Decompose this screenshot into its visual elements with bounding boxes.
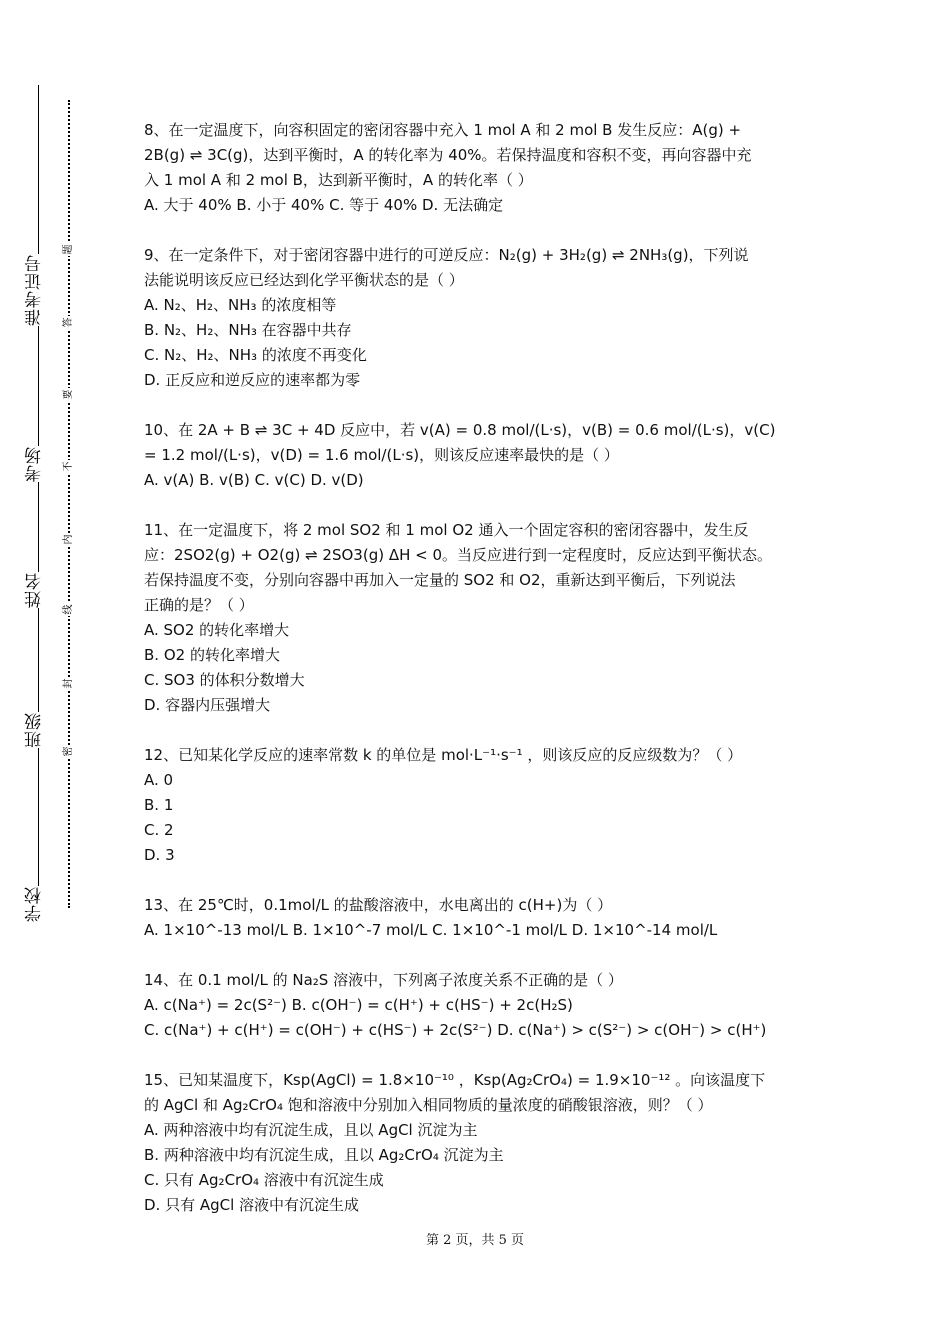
answer-options: A. 大于 40% B. 小于 40% C. 等于 40% D. 无法确定 <box>144 196 504 214</box>
page-number: 第 2 页，共 5 页 <box>425 1233 525 1248</box>
question-line: 法能说明该反应已经达到化学平衡状态的是（ ） <box>144 271 464 289</box>
question-line: 入 1 mol A 和 2 mol B，达到新平衡时，A 的转化率（ ） <box>144 171 533 189</box>
seal-char: 题 <box>63 244 74 255</box>
answer-option: D. 3 <box>144 846 175 864</box>
question-line: 2B(g) ⇌ 3C(g)，达到平衡时，A 的转化率为 40%。若保持温度和容积不变，再向容器中充 <box>144 146 752 164</box>
binding-margin <box>0 0 90 1344</box>
question-line: 10、在 2A + B ⇌ 3C + 4D 反应中，若 v(A) = 0.8 mol/(L·s)，v(B) = 0.6 mol/(L·s)，v(C) <box>144 421 776 439</box>
label-class: 班级 <box>22 712 47 748</box>
answer-option: B. O2 的转化率增大 <box>144 646 280 664</box>
question-line: 8、在一定温度下，向容积固定的密闭容器中充入 1 mol A 和 2 mol B 发生反应：A(g) + <box>144 121 742 139</box>
seal-char: 线 <box>63 604 74 615</box>
question-line: 的 AgCl 和 Ag₂CrO₄ 饱和溶液中分别加入相同物质的量浓度的硝酸银溶液，则？（ ） <box>144 1096 713 1114</box>
answer-options: A. 1×10^-13 mol/L B. 1×10^-7 mol/L C. 1×10^-1 mol/L D. 1×10^-14 mol/L <box>144 921 718 939</box>
question-line: 若保持温度不变，分别向容器中再加入一定量的 SO2 和 O2，重新达到平衡后，下列说法 <box>144 571 736 589</box>
question-line: 12、已知某化学反应的速率常数 k 的单位是 mol·L⁻¹·s⁻¹ ，则该反应的反应级数为？（ ） <box>144 746 743 764</box>
question-line: 正确的是？（ ） <box>144 596 254 614</box>
answer-option: C. 只有 Ag₂CrO₄ 溶液中有沉淀生成 <box>144 1171 384 1189</box>
answer-options: A. c(Na⁺) = 2c(S²⁻) B. c(OH⁻) = c(H⁺) + c(HS⁻) + 2c(H₂S) <box>144 996 573 1014</box>
answer-option: B. N₂、H₂、NH₃ 在容器中共存 <box>144 321 352 339</box>
label-exam-number: 准考证号 <box>22 254 47 326</box>
answer-option: D. 只有 AgCl 溶液中有沉淀生成 <box>144 1196 360 1214</box>
question-line: 14、在 0.1 mol/L 的 Na₂S 溶液中，下列离子浓度关系不正确的是（ ） <box>144 971 623 989</box>
label-name: 姓名 <box>22 572 47 608</box>
seal-char: 要 <box>63 389 74 400</box>
seal-char: 内 <box>63 534 74 545</box>
question-line: 11、在一定温度下，将 2 mol SO2 和 1 mol O2 通入一个固定容积的密闭容器中，发生反 <box>144 521 749 539</box>
question-line: 13、在 25℃时，0.1mol/L 的盐酸溶液中，水电离出的 c(H+)为（ ） <box>144 896 613 914</box>
question-11 <box>144 518 824 718</box>
answer-option: D. 容器内压强增大 <box>144 696 271 714</box>
question-14 <box>144 968 824 1043</box>
seal-char: 答 <box>63 317 74 328</box>
seal-dotted-line <box>68 100 70 908</box>
answer-option: C. SO3 的体积分数增大 <box>144 671 305 689</box>
question-line: 应：2SO2(g) + O2(g) ⇌ 2SO3(g) ΔH < 0。当反应进行到一定程度时，反应达到平衡状态。 <box>144 546 773 564</box>
question-list <box>144 118 824 1243</box>
answer-option: B. 两种溶液中均有沉淀生成，且以 Ag₂CrO₄ 沉淀为主 <box>144 1146 504 1164</box>
answer-options: A. v(A) B. v(B) C. v(C) D. v(D) <box>144 471 364 489</box>
answer-option: C. N₂、H₂、NH₃ 的浓度不再变化 <box>144 346 367 364</box>
answer-option: A. 两种溶液中均有沉淀生成，且以 AgCl 沉淀为主 <box>144 1121 478 1139</box>
seal-char: 不 <box>63 461 74 472</box>
answer-option: A. SO2 的转化率增大 <box>144 621 290 639</box>
question-9 <box>144 243 824 393</box>
question-15 <box>144 1068 824 1218</box>
seal-char: 封 <box>63 678 74 689</box>
question-line: = 1.2 mol/(L·s)，v(D) = 1.6 mol/(L·s)，则该反应速率最快的是（ ） <box>144 446 619 464</box>
seal-char: 密 <box>63 746 74 757</box>
answer-option: A. N₂、H₂、NH₃ 的浓度相等 <box>144 296 337 314</box>
question-12 <box>144 743 824 868</box>
answer-option: B. 1 <box>144 796 174 814</box>
question-13 <box>144 893 824 943</box>
fill-in-line <box>38 85 39 921</box>
question-line: 15、已知某温度下，Ksp(AgCl) = 1.8×10⁻¹⁰ ，Ksp(Ag₂CrO₄) = 1.9×10⁻¹² 。向该温度下 <box>144 1071 766 1089</box>
answer-option: D. 正反应和逆反应的速率都为零 <box>144 371 361 389</box>
label-school: 学校 <box>22 886 47 922</box>
question-8 <box>144 118 824 218</box>
answer-option: C. 2 <box>144 821 174 839</box>
answer-options: C. c(Na⁺) + c(H⁺) = c(OH⁻) + c(HS⁻) + 2c(S²⁻) D. c(Na⁺) > c(S²⁻) > c(OH⁻) > c(H⁺) <box>144 1021 767 1039</box>
answer-option: A. 0 <box>144 771 174 789</box>
label-exam-room: 考场 <box>22 446 47 482</box>
question-line: 9、在一定条件下，对于密闭容器中进行的可逆反应：N₂(g) + 3H₂(g) ⇌ 2NH₃(g)，下列说 <box>144 246 749 264</box>
question-10 <box>144 418 824 493</box>
